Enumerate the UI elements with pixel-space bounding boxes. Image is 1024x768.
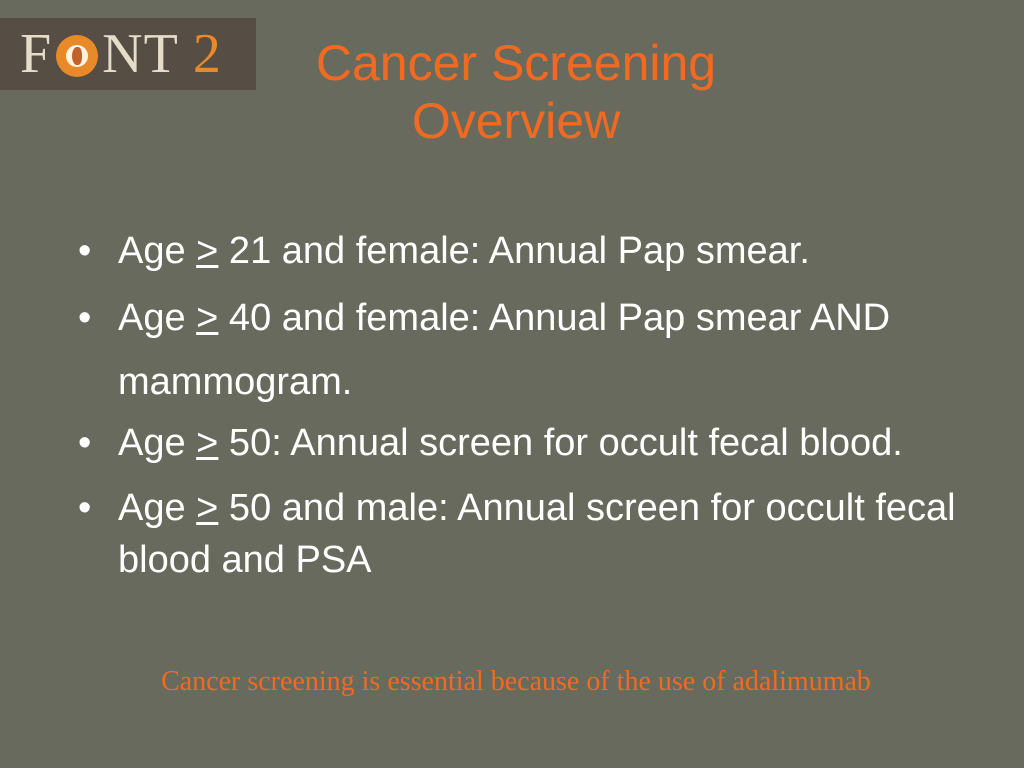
bullet-item [78,220,978,282]
gte-symbol: > [196,487,219,529]
logo-letter-f: F [20,23,53,85]
bullet-item [78,286,978,414]
bullet-prefix: Age [118,422,197,464]
bullet-item [78,418,978,468]
bullet-item [78,482,978,586]
kidney-o-icon [56,35,98,77]
bullet-text: 21 and female: Annual Pap smear. [218,230,810,272]
bullet-prefix: Age [118,487,197,529]
logo-number: 2 [192,23,222,85]
bullet-text: 50 and male: Annual screen for occult fecal blood and PSA [118,487,956,581]
slide-title-line1: Cancer Screening [315,35,717,91]
bullet-text: 50: Annual screen for occult fecal blood. [218,422,903,464]
footer-note: Cancer screening is essential because of the use of adalimumab [161,666,871,697]
gte-symbol: > [196,230,219,272]
bullet-prefix: Age [118,297,197,339]
font2-logo [0,18,256,90]
logo-letters-nt: NT [102,23,179,85]
gte-symbol: > [196,422,219,464]
slide-title-line2: Overview [411,93,621,149]
slide-title [256,34,776,150]
bullet-text: 40 and female: Annual Pap smear AND mammogram. [118,297,891,403]
bullet-list [78,220,978,586]
bullet-prefix: Age [118,230,197,272]
gte-symbol: > [196,297,219,339]
